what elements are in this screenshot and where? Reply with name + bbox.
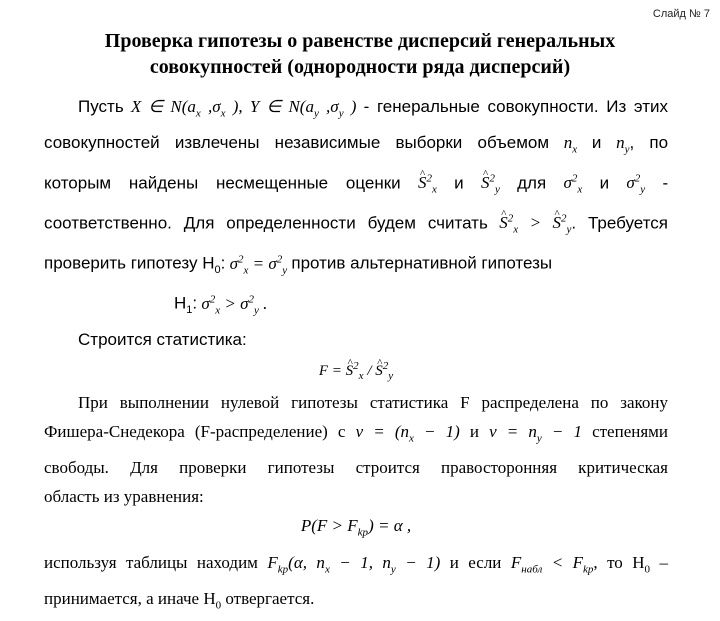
paragraph-line: проверить гипотезу $H_0$: $\sigma^2_x = \sigma^2_y$ против альтернативной гипотезы [44,252,553,276]
paragraph-line: Строится статистика: [78,329,247,349]
paragraph-line: Фишера-Снедекора (F-распределение) с $\nu = (n_x - 1)$ и $\nu = n_y - 1$ степенями [44,421,669,445]
slide-number: Слайд № 7 [652,8,710,20]
slide-body [44,92,668,621]
formula-critical: $P(F > F_{kp}) = \alpha$ , [300,516,412,539]
math-x-dist: X ∈ $N(a_x$ $,\sigma_x$ ), [130,97,243,120]
page-title [40,28,680,80]
paragraph-line: свободы. Для проверки гипотезы строится правосторонняя критическая [44,458,668,478]
title-line-2: совокупностей (однородности ряда дисперсий) [149,56,571,78]
paragraph-line: $H_1$: $\sigma^2_x > \sigma^2_y$ . [174,292,268,316]
formula-f: F = ^ $S^2_x$ / ^ $S^2_y$ [44,354,668,388]
paragraph-line: область из уравнения: [44,487,204,507]
paragraph-line: Пусть X ∈ $N(a_x$ $,\sigma_x$ ), Y ∈ $N(a_y$ $,\sigma_y$ ) - генеральные совокупности. Из этих [78,97,669,120]
paragraph-line: совокупностей извлечены независимые выборки объемом $n_x$ и $n_y$, по [44,133,669,156]
paragraph-line: При выполнении нулевой гипотезы статистика F распределена по закону [78,392,668,412]
title-line-1: Проверка гипотезы о равенстве дисперсий генеральных [104,30,616,52]
paragraph-line: соответственно. Для определенности будем считать ^ $S^2_x$ > ^ $S^2_y$. Требуется [44,205,668,245]
paragraph-line: принимается, а иначе $H_0$ отвергается. [44,589,315,612]
paragraph-line: которым найдены несмещенные оценки ^ $S^2_x$ и ^ $S^2_y$ для $\sigma^2_x$ и $\sigma^2_y$ - [44,165,668,205]
math-y-dist: Y ∈ $N(a_y$ $,\sigma_y$ ) [249,97,357,120]
paragraph-line: используя таблицы находим $F_{kp}(\alpha$, $n_x - 1$, $n_y - 1$) и если $F_{набл} < F_{kp}$, то $H_0$ – [44,552,668,576]
